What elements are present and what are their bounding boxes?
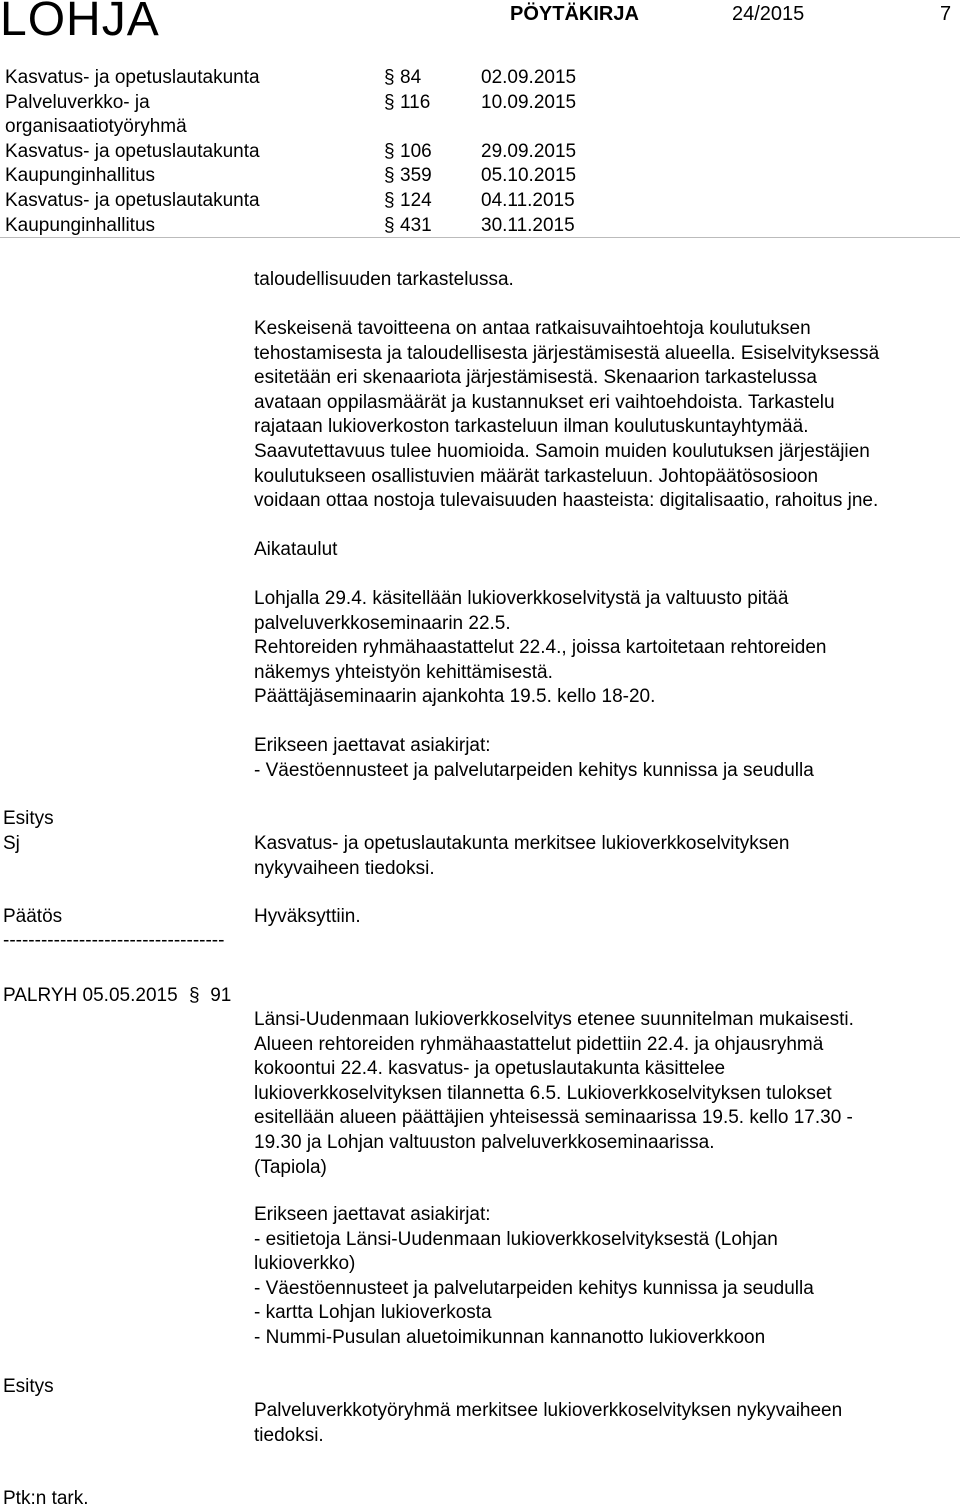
document-type: PÖYTÄKIRJA <box>510 3 639 25</box>
minutes-checked-label: Ptk:n tark. <box>3 1488 89 1509</box>
sj-label: Sj <box>3 833 20 854</box>
section-sign: § <box>384 190 395 211</box>
text-line: kokoontui 22.4. kasvatus- ja opetuslautakunta käsittelee <box>254 1058 726 1080</box>
text-block <box>254 317 879 514</box>
history-date: 10.09.2015 <box>481 91 577 113</box>
text-line: 19.30 ja Lohjan valtuuston palveluverkkoseminaarissa. <box>254 1131 715 1153</box>
palryh-proposal-text <box>254 1399 842 1448</box>
text-line: nykyvaiheen tiedoksi. <box>254 857 435 879</box>
text-line: - Väestöennusteet ja palvelutarpeiden kehitys kunnissa ja seudulla <box>254 1277 814 1299</box>
history-paragraph-number <box>384 140 432 165</box>
text-line: Rehtoreiden ryhmähaastattelut 22.4., joissa kartoitetaan rehtoreiden <box>254 637 827 659</box>
decision-text: Hyväksyttiin. <box>254 906 361 927</box>
text-block <box>254 268 514 293</box>
paragraph-number: 116 <box>400 91 431 113</box>
history-paragraph-number <box>384 66 421 91</box>
section-heading <box>254 538 337 563</box>
text-line: koulutukseen osallistuvien määrät tarkasteluun. Johtopäätösosioon <box>254 465 819 487</box>
history-body: Kaupunginhallitus <box>5 214 156 236</box>
history-date: 29.09.2015 <box>481 140 577 162</box>
section-sign: § <box>384 214 395 236</box>
text-line: lukioverkkoselvityksen tilannetta 6.5. Lukioverkkoselvityksen tulokset <box>254 1082 832 1104</box>
text-line: näkemys yhteistyön kehittämisestä. <box>254 661 553 683</box>
text-line: tehostamisesta ja taloudellisesta järjestämisestä alueella. Esiselvityksessä <box>254 342 880 364</box>
palryh-heading <box>3 984 231 1009</box>
logo: LOHJA <box>0 0 160 46</box>
history-body: Kaupunginhallitus <box>5 165 156 187</box>
section-sign: § <box>384 140 395 162</box>
history-date: 30.11.2015 <box>481 214 575 236</box>
history-paragraph-number <box>384 91 430 116</box>
text-line: esitetään eri skenaariota järjestämisestä. Skenaarion tarkastelussa <box>254 367 817 389</box>
text-line: Alueen rehtoreiden ryhmähaastattelut pidettiin 22.4. ja ohjausryhmä <box>254 1033 824 1055</box>
history-date: 05.10.2015 <box>481 165 577 187</box>
palryh-attachments <box>254 1203 814 1351</box>
text-line: voidaan ottaa nostoja tulevaisuuden haasteista: digitalisaatio, rahoitus jne. <box>254 490 879 512</box>
history-body: Palveluverkko- ja <box>5 91 150 113</box>
history-body: Kasvatus- ja opetuslautakunta <box>5 67 260 88</box>
history-body: organisaatiotyöryhmä <box>5 116 187 138</box>
text-line: - Väestöennusteet ja palvelutarpeiden kehitys kunnissa ja seudulla <box>254 759 814 781</box>
history-paragraph-number <box>384 214 432 239</box>
history-date: 04.11.2015 <box>481 190 575 211</box>
history-paragraph-number <box>384 189 432 214</box>
paragraph-number: 106 <box>400 140 432 162</box>
history-body: Kasvatus- ja opetuslautakunta <box>5 190 260 211</box>
text-line: esitellään alueen päättäjien yhteisessä seminaarissa 19.5. kello 17.30 - <box>254 1107 853 1129</box>
paatos-label: Päätös <box>3 906 63 927</box>
proposal-text <box>254 832 789 881</box>
paragraph-number: 84 <box>400 67 422 88</box>
text-line: Lohjalla 29.4. käsitellään lukioverkkoselvitystä ja valtuusto pitää <box>254 588 789 609</box>
history-body: Kasvatus- ja opetuslautakunta <box>5 140 260 162</box>
text-line: Palveluverkkotyöryhmä merkitsee lukioverkkoselvityksen nykyvaiheen <box>254 1400 843 1421</box>
text-line: - esitietoja Länsi-Uudenmaan lukioverkkoselvityksestä (Lohjan <box>254 1228 778 1250</box>
palryh-text <box>254 1008 854 1180</box>
text-line: (Tapiola) <box>254 1156 327 1178</box>
text-line: rajataan lukioverkoston tarkasteluun ilman koulutuskuntayhtymää. <box>254 416 809 438</box>
text-line: Länsi-Uudenmaan lukioverkkoselvitys etenee suunnitelman mukaisesti. <box>254 1009 854 1030</box>
dash-separator: ----------------------------------- <box>3 930 225 951</box>
esitys-label: Esitys <box>3 1376 54 1397</box>
palryh-label: PALRYH 05.05.2015 <box>3 985 178 1006</box>
schedule-block <box>254 587 826 710</box>
history-paragraph-number <box>384 164 432 189</box>
paragraph-number: 431 <box>400 214 432 236</box>
divider <box>0 237 960 238</box>
section-sign: § <box>384 67 395 88</box>
paragraph-number: 124 <box>400 190 432 211</box>
text-line: Päättäjäseminaarin ajankohta 19.5. kello 18-20. <box>254 686 656 708</box>
paragraph-number: 359 <box>400 165 432 187</box>
text-line: - Nummi-Pusulan aluetoimikunnan kannanotto lukioverkkoon <box>254 1326 766 1348</box>
text-line: Keskeisenä tavoitteena on antaa ratkaisuvaihtoehtoja koulutuksen <box>254 318 811 339</box>
page-number: 7 <box>940 3 952 25</box>
text-line: Aikataulut <box>254 539 338 560</box>
text-line: - kartta Lohjan lukioverkosta <box>254 1302 492 1324</box>
text-line: Erikseen jaettavat asiakirjat: <box>254 735 491 756</box>
section-sign: § <box>188 985 200 1006</box>
text-line: palveluverkkoseminaarin 22.5. <box>254 612 511 634</box>
text-line: Kasvatus- ja opetuslautakunta merkitsee lukioverkkoselvityksen <box>254 833 790 854</box>
esitys-label: Esitys <box>3 808 54 829</box>
section-sign: § <box>384 91 395 113</box>
text-line: avataan oppilasmäärät ja kustannukset eri vaihtoehdoista. Tarkastelu <box>254 391 835 413</box>
text-line: taloudellisuuden tarkastelussa. <box>254 269 514 290</box>
attachments-block <box>254 734 814 783</box>
palryh-number: 91 <box>210 985 232 1006</box>
text-line: Erikseen jaettavat asiakirjat: <box>254 1204 491 1225</box>
text-line: tiedoksi. <box>254 1424 324 1446</box>
section-sign: § <box>384 165 395 187</box>
history-date: 02.09.2015 <box>481 67 577 88</box>
text-line: lukioverkko) <box>254 1253 356 1275</box>
document-number: 24/2015 <box>732 3 805 25</box>
text-line: Saavutettavuus tulee huomioida. Samoin muiden koulutuksen järjestäjien <box>254 440 870 462</box>
